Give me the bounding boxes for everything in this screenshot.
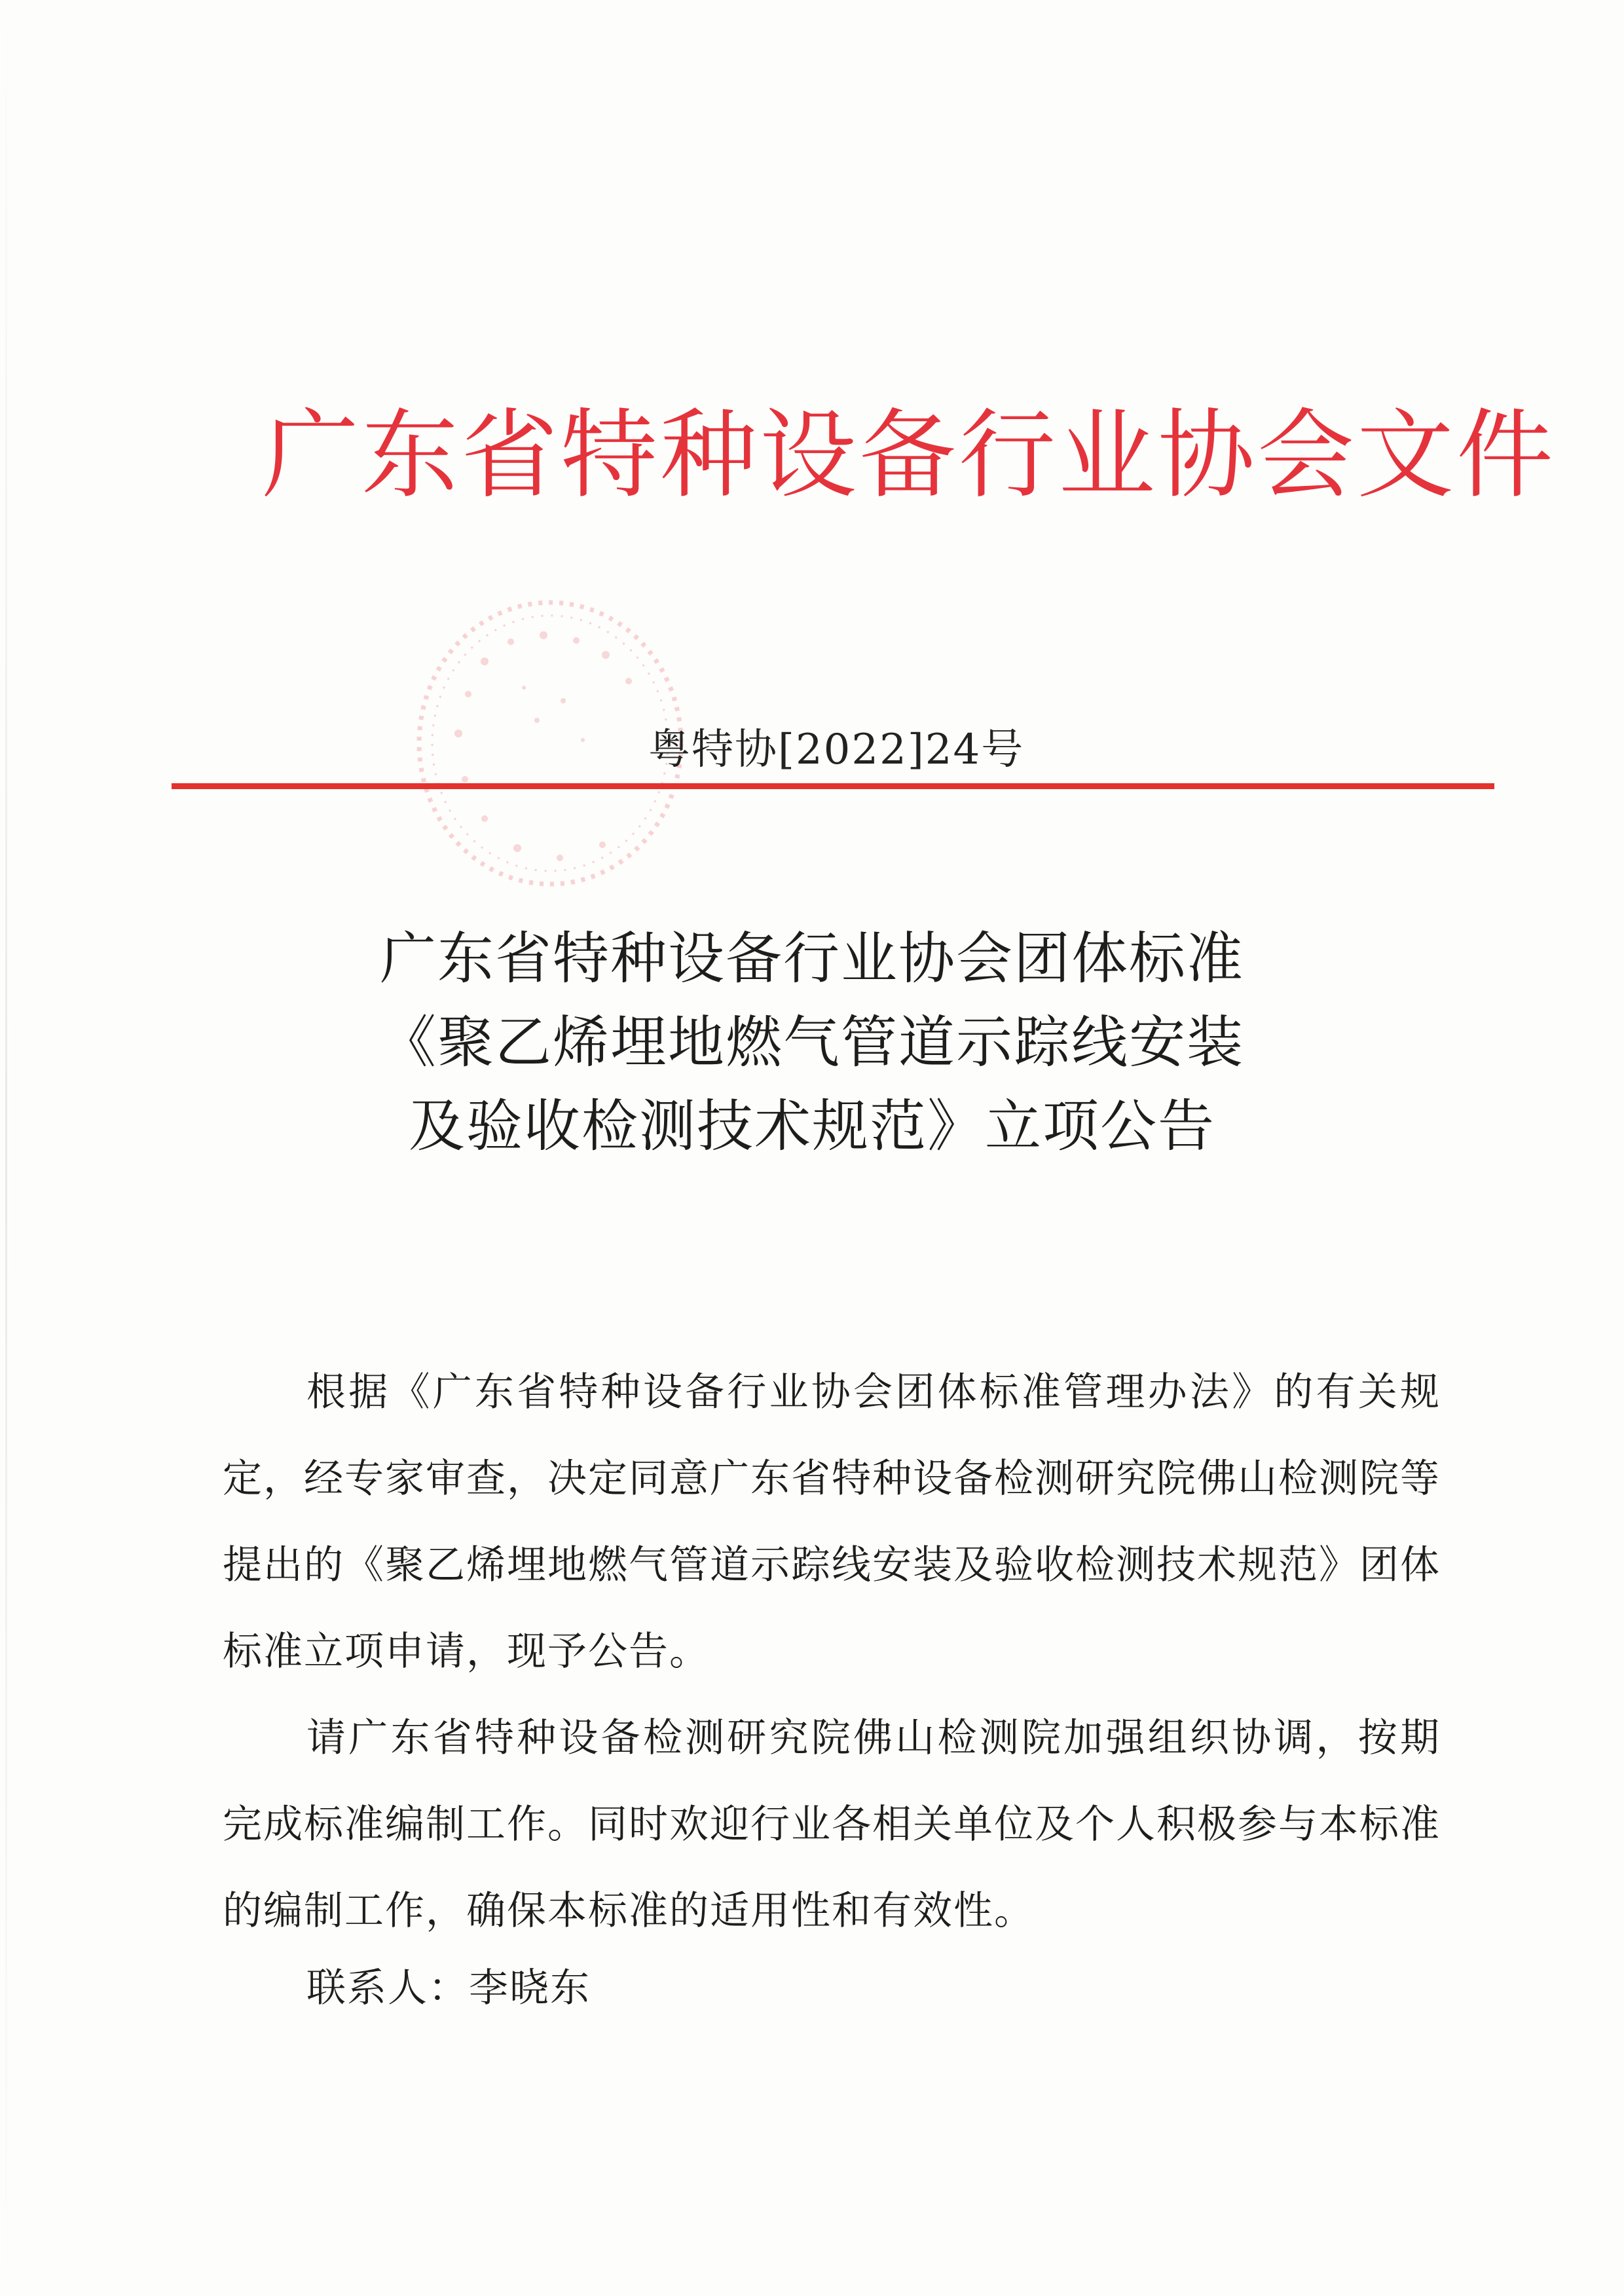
- red-divider-line: [172, 783, 1494, 789]
- document-number: 粤特协[2022]24号: [648, 726, 1025, 774]
- body-paragraph-2: 请广东省特种设备检测研究院佛山检测院加强组织协调，按期完成标准编制工作。同时欢迎行业各相关单位及个人积极参与本标准的编制工作，确保本标准的适用性和有效性。: [223, 1715, 1441, 1934]
- notice-title-line-2: 《聚乙烯埋地燃气管道示踪线安装: [380, 1010, 1244, 1075]
- body-paragraph-1: 根据《广东省特种设备行业协会团体标准管理办法》的有关规定，经专家审查，决定同意广东省特种设备检测研究院佛山检测院等提出的《聚乙烯埋地燃气管道示踪线安装及验收检测技术规范》团体标准立项申请，现予公告。: [223, 1369, 1441, 1675]
- notice-title: [0, 917, 1624, 1168]
- notice-title-line-3: 及验收检测技术规范》立项公告: [409, 1094, 1215, 1159]
- org-header-title: 广东省特种设备行业协会文件: [262, 399, 1556, 511]
- notice-title-line-1: 广东省特种设备行业协会团体标准: [380, 926, 1244, 991]
- notice-body: [223, 1349, 1441, 1954]
- contact-person: 联系人：李晓东: [306, 1965, 591, 2011]
